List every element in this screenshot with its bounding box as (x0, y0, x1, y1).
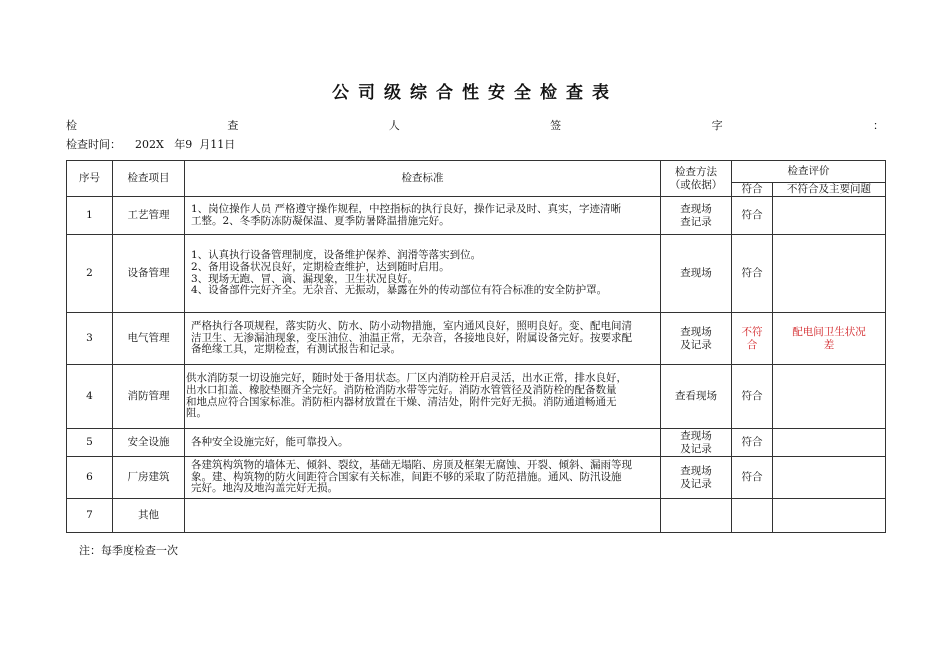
row-seq: 2 (67, 235, 113, 313)
method-line: 查现场 (680, 430, 712, 443)
inspector-label-char: 查 (227, 119, 239, 132)
row-seq: 1 (67, 197, 113, 235)
inspector-label-char: ： (872, 119, 884, 132)
inspection-date: 检查时间： 202X 年9 月11日 (66, 138, 236, 151)
table-row (67, 429, 886, 457)
method-line: 查记录 (680, 215, 712, 228)
row-result (732, 499, 773, 533)
safety-check-table (66, 160, 886, 533)
row-standard (185, 499, 661, 533)
method-line: 及记录 (680, 442, 712, 455)
header-method (661, 161, 732, 197)
header-standard: 检查标准 (185, 161, 661, 197)
method-line: 及记录 (680, 338, 712, 351)
row-method (661, 457, 732, 499)
standard-line: 1、岗位操作人员 严格遵守操作规程，中控指标的执行良好，操作记录及时、真实，字迹清晰 (191, 202, 622, 215)
standard-line: 各种安全设施完好，能可靠投入。 (191, 435, 349, 448)
row-standard (185, 457, 661, 499)
header-row (67, 161, 886, 183)
method-line: 查现场 (680, 465, 712, 478)
inspector-label-char: 字 (711, 119, 723, 132)
row-result (732, 235, 773, 313)
row-method (661, 365, 732, 429)
row-issue (773, 197, 886, 235)
row-method (661, 197, 732, 235)
method-line: 及记录 (680, 477, 712, 490)
row-issue (773, 365, 886, 429)
issue-line: 配电间卫生状况 (792, 326, 866, 339)
table-row (67, 197, 886, 235)
result-line: 不符 (741, 326, 763, 339)
standard-line: 出水口扣盖、橡胶垫圈齐全完好。消防枪消防水带等完好。消防水管管径及消防栓的配备数量 (186, 383, 617, 396)
standard-line: 象。建、构筑物的防火间距符合国家有关标准，间距不够的采取了防范措施。通风、防汛设施 (191, 470, 622, 483)
page-title: 公司级综合性安全检查表 (332, 83, 618, 103)
row-seq: 5 (67, 429, 113, 457)
inspector-label-char: 检 (66, 119, 77, 132)
row-issue (773, 457, 886, 499)
result-line: 符合 (741, 471, 763, 484)
method-line: 查现场 (680, 326, 712, 339)
standard-line: 完好。地沟及地沟盖完好无损。 (191, 482, 338, 495)
row-issue (773, 429, 886, 457)
header-seq: 序号 (67, 161, 113, 197)
inspector-label-char: 签 (550, 119, 562, 132)
method-line: 查现场 (680, 203, 712, 216)
row-item: 其他 (113, 499, 185, 533)
result-line: 符合 (741, 390, 763, 403)
standard-line: 供水消防泵一切设施完好，随时处于备用状态。厂区内消防栓开启灵活，出水正常，排水良好， (186, 372, 627, 384)
inspector-label-char: 人 (388, 119, 400, 132)
row-issue (773, 235, 886, 313)
row-item: 厂房建筑 (113, 457, 185, 499)
header-fail: 不符合及主要问题 (773, 183, 886, 197)
row-seq: 4 (67, 365, 113, 429)
row-item: 工艺管理 (113, 197, 185, 235)
standard-line: 阻。 (186, 407, 207, 420)
row-seq: 6 (67, 457, 113, 499)
table-row (67, 457, 886, 499)
row-standard (185, 197, 661, 235)
standard-line: 4、设备部件完好齐全。无杂音、无振动，暴露在外的传动部位有符合标准的安全防护罩。 (191, 284, 608, 297)
standard-line: 各建筑构筑物的墙体无、倾斜、裂纹，基础无塌陷、房顶及框架无腐蚀、开裂、倾斜、漏雨等现 (191, 458, 632, 471)
result-line: 合 (746, 338, 758, 351)
table-row (67, 499, 886, 533)
row-standard (185, 365, 661, 429)
standard-line: 备绝缘工具，定期检查，有测试报告和记录。 (191, 343, 401, 356)
issue-line: 差 (823, 338, 835, 351)
result-line: 符合 (741, 209, 763, 222)
row-standard (185, 429, 661, 457)
inspector-signature-row (66, 117, 884, 135)
row-result (732, 197, 773, 235)
row-item: 安全设施 (113, 429, 185, 457)
standard-line: 3、现场无跑、冒、滴、漏现象，卫生状况良好。 (191, 272, 419, 285)
row-seq: 7 (67, 499, 113, 533)
standard-line: 和地点应符合国家标准。消防柜内器材放置在干燥、清洁处，附件完好无损。消防通道畅通无 (186, 395, 617, 408)
header-method-line: （或依据） (669, 178, 723, 191)
header-pass: 符合 (732, 183, 773, 197)
row-item: 消防管理 (113, 365, 185, 429)
header-item: 检查项目 (113, 161, 185, 197)
row-issue (773, 499, 886, 533)
row-method (661, 313, 732, 365)
result-line: 符合 (741, 267, 763, 280)
standard-line: 工整。2、冬季防冻防凝保温、夏季防暑降温措施完好。 (191, 214, 450, 227)
row-method (661, 429, 732, 457)
footnote: 注：每季度检查一次 (79, 544, 178, 557)
row-method (661, 235, 732, 313)
row-standard (185, 235, 661, 313)
header-method-line: 检查方法 (675, 166, 717, 179)
row-result (732, 365, 773, 429)
row-issue (773, 313, 886, 365)
row-standard (185, 313, 661, 365)
table-row (67, 313, 886, 365)
row-item: 设备管理 (113, 235, 185, 313)
standard-line: 严格执行各项规程，落实防火、防水、防小动物措施，室内通风良好，照明良好。变、配电间清 (191, 319, 632, 332)
row-result (732, 313, 773, 365)
method-line: 查现场 (680, 267, 712, 280)
method-line: 查看现场 (675, 390, 717, 403)
standard-line: 洁卫生、无渗漏油现象，变压油位、油温正常，无杂音，各接地良好，附属设备完好。按要求配 (191, 331, 632, 344)
row-item: 电气管理 (113, 313, 185, 365)
table-row (67, 365, 886, 429)
row-result (732, 429, 773, 457)
standard-line: 2、备用设备状况良好，定期检查维护，达到随时启用。 (191, 260, 450, 273)
row-seq: 3 (67, 313, 113, 365)
row-result (732, 457, 773, 499)
table-row (67, 235, 886, 313)
result-line: 符合 (741, 436, 763, 449)
header-evaluation: 检查评价 (732, 161, 886, 183)
row-method (661, 499, 732, 533)
standard-line: 1、认真执行设备管理制度，设备维护保养、润滑等落实到位。 (191, 249, 482, 261)
